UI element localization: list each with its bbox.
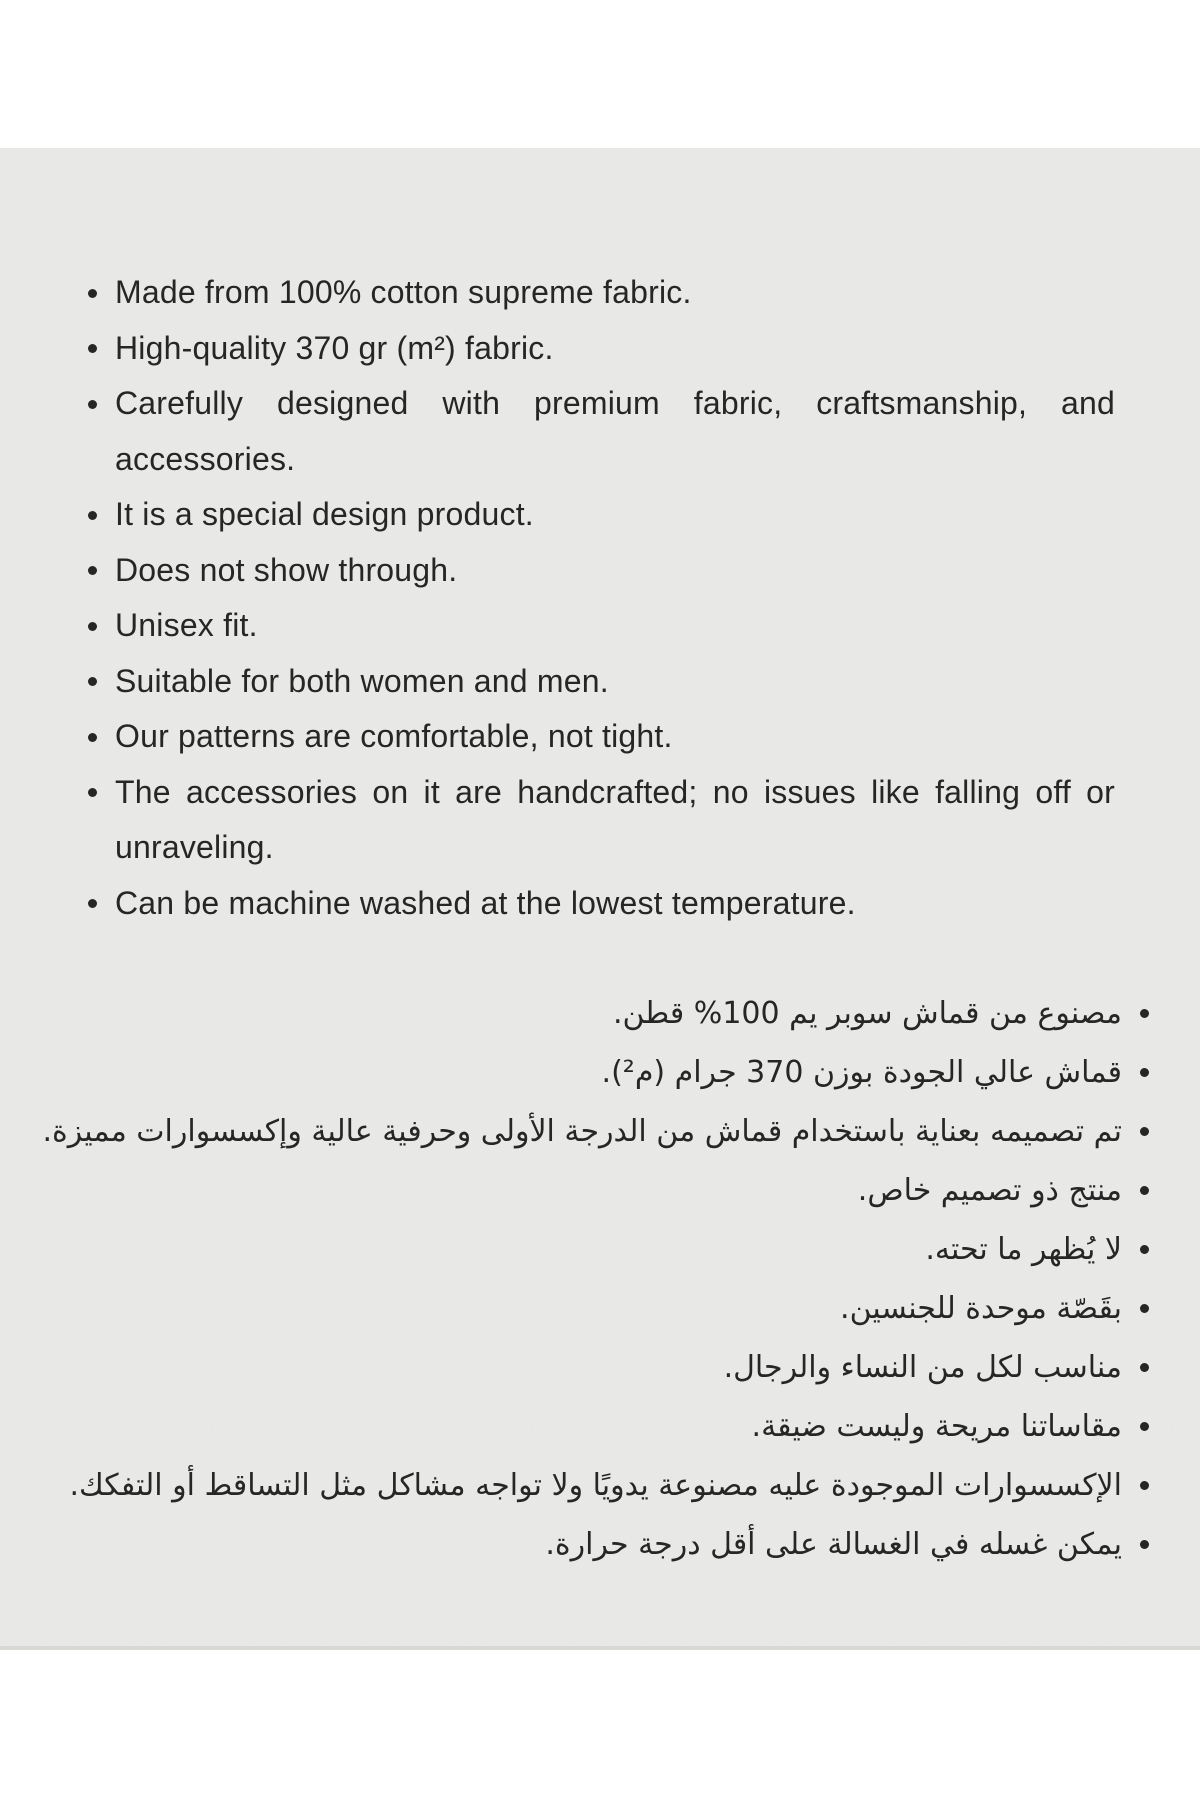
list-item xyxy=(42,1043,1122,1102)
bullet-icon xyxy=(88,344,97,353)
list-item-text: Suitable for both women and men. xyxy=(115,662,609,699)
list-item xyxy=(42,1338,1122,1397)
bullet-icon xyxy=(1140,1009,1149,1018)
bullet-icon xyxy=(1140,1540,1149,1549)
bullet-icon xyxy=(1140,1068,1149,1077)
list-item-text: تم تصميمه بعناية باستخدام قماش من الدرجة الأولى وحرفية عالية وإكسسوارات مميزة. xyxy=(42,1114,1122,1149)
bullet-icon xyxy=(88,899,97,908)
bullet-icon xyxy=(1140,1245,1149,1254)
list-item-text: Carefully designed with premium fabric, craftsmanship, and accessories. xyxy=(115,385,1115,477)
list-item-text: منتج ذو تصميم خاص. xyxy=(857,1173,1122,1208)
list-item-text: Does not show through. xyxy=(115,551,458,588)
bullet-icon xyxy=(88,566,97,575)
arabic-feature-list xyxy=(42,984,1122,1574)
english-feature-list xyxy=(115,265,1115,931)
list-item-text: Can be machine washed at the lowest temperature. xyxy=(115,884,856,921)
list-item xyxy=(42,1515,1122,1574)
list-item xyxy=(115,376,1115,487)
bullet-icon xyxy=(88,289,97,298)
bullet-icon xyxy=(1140,1481,1149,1490)
list-item xyxy=(42,1397,1122,1456)
list-item-text: قماش عالي الجودة بوزن 370 جرام (م²). xyxy=(601,1055,1122,1090)
bullet-icon xyxy=(1140,1127,1149,1136)
list-item xyxy=(115,765,1115,876)
list-item xyxy=(115,598,1115,654)
list-item-text: الإكسسوارات الموجودة عليه مصنوعة يدويًا ولا تواجه مشاكل مثل التساقط أو التفكك. xyxy=(69,1468,1122,1503)
list-item-text: High-quality 370 gr (m²) fabric. xyxy=(115,329,554,366)
list-item-text: Made from 100% cotton supreme fabric. xyxy=(115,274,692,310)
bullet-icon xyxy=(1140,1363,1149,1372)
list-item xyxy=(115,487,1115,543)
list-item xyxy=(42,1456,1122,1515)
list-item-text: It is a special design product. xyxy=(115,496,534,532)
list-item-text: Unisex fit. xyxy=(115,607,258,643)
list-item-text: مناسب لكل من النساء والرجال. xyxy=(723,1350,1122,1385)
list-item-text: يمكن غسله في الغسالة على أقل درجة حرارة. xyxy=(545,1527,1122,1562)
list-item-text: The accessories on it are handcrafted; no issues like falling off or unraveling. xyxy=(115,773,1115,865)
list-item xyxy=(115,876,1115,932)
bullet-icon xyxy=(88,511,97,520)
bullet-icon xyxy=(88,677,97,686)
list-item-text: مصنوع من قماش سوبر يم 100% قطن. xyxy=(612,996,1122,1031)
bullet-icon xyxy=(88,400,97,409)
list-item xyxy=(115,265,1115,321)
list-item-text: بقَصّة موحدة للجنسين. xyxy=(840,1291,1122,1326)
list-item xyxy=(42,1161,1122,1220)
list-item xyxy=(42,1279,1122,1338)
bullet-icon xyxy=(88,788,97,797)
list-item xyxy=(42,1220,1122,1279)
list-item xyxy=(115,321,1115,377)
list-item xyxy=(42,984,1122,1043)
list-item-text: مقاساتنا مريحة وليست ضيقة. xyxy=(751,1409,1122,1444)
list-item xyxy=(115,654,1115,710)
list-item xyxy=(42,1102,1122,1161)
bullet-icon xyxy=(88,733,97,742)
bullet-icon xyxy=(1140,1422,1149,1431)
list-item xyxy=(115,709,1115,765)
bullet-icon xyxy=(1140,1186,1149,1195)
list-item-text: Our patterns are comfortable, not tight. xyxy=(115,718,673,754)
bullet-icon xyxy=(1140,1304,1149,1313)
list-item xyxy=(115,543,1115,599)
list-item-text: لا يُظهر ما تحته. xyxy=(925,1232,1122,1267)
bullet-icon xyxy=(88,622,97,631)
